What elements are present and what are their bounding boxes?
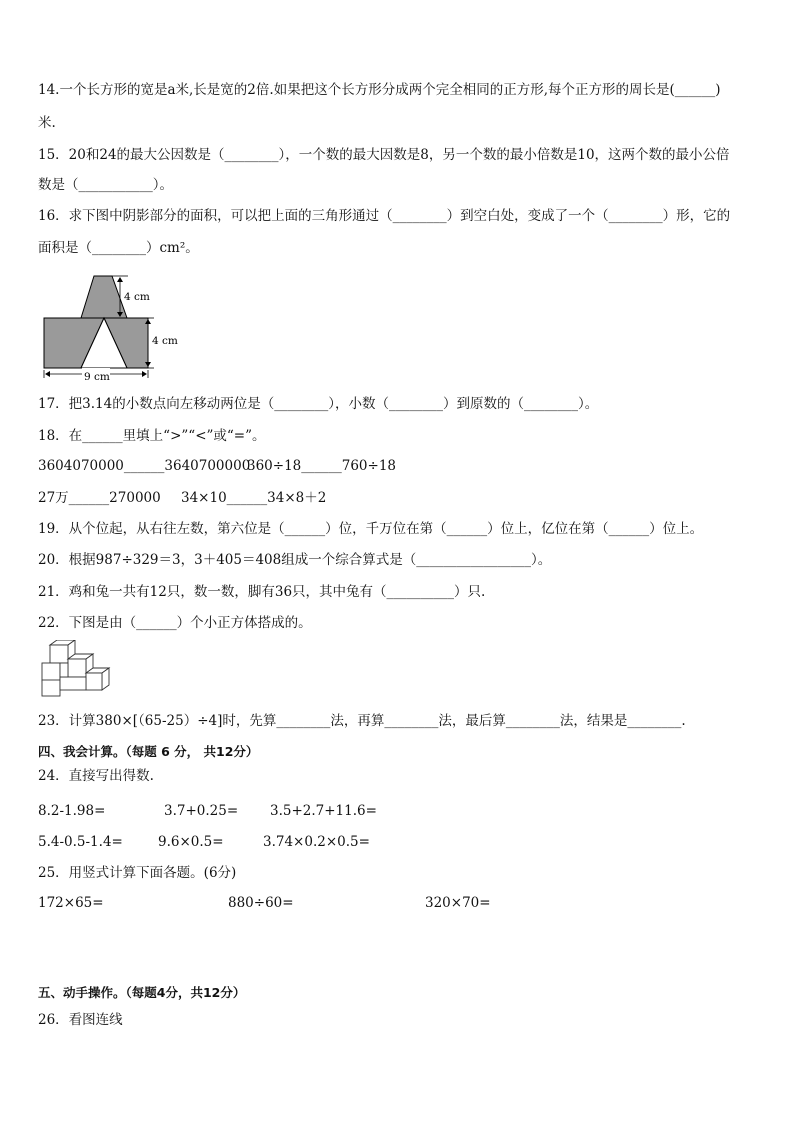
question-22: 22．下图是由（______）个小正方体搭成的。: [38, 615, 312, 631]
section-4-title: 四、我会计算。（每题 6 分， 共12分）: [38, 744, 259, 759]
question-21: 21．鸡和兔一共有12只，数一数，脚有36只，其中兔有（__________）只.: [38, 584, 486, 600]
calc-3: 3.5+2.7+11.6=: [270, 803, 377, 819]
question-15-line-1: 15．20和24的最大公因数是（________），一个数的最大因数是8，另一个数的最小倍数是10，这两个数的最小公倍: [38, 147, 730, 163]
vertical-calc-2: 880÷60=: [228, 895, 294, 911]
question-24: 24．直接写出得数.: [38, 768, 154, 784]
question-26: 26．看图连线: [38, 1012, 123, 1028]
question-25: 25．用竖式计算下面各题。(6分): [38, 865, 237, 881]
question-23: 23．计算380×[（65-25）÷4]时，先算________法，再算________法，最后算________法，结果是________.: [38, 713, 686, 729]
question-20: 20．根据987÷329＝3，3＋405＝408组成一个综合算式是（_________________）。: [38, 552, 552, 568]
label-bottom-width: 9 cm: [84, 371, 110, 383]
compare-2: 360÷18______760÷18: [247, 458, 397, 474]
question-17: 17．把3.14的小数点向左移动两位是（________），小数（________）到原数的（________）。: [38, 396, 599, 412]
label-right-height: 4 cm: [152, 335, 178, 347]
question-14-line-2: 米.: [38, 115, 56, 131]
vertical-calc-1: 172×65=: [38, 895, 104, 911]
question-14-line-1: 14.一个长方形的宽是a米,长是宽的2倍.如果把这个长方形分成两个完全相同的正方形,每个正方形的周长是(______): [38, 82, 721, 98]
question-16-line-2: 面积是（________）cm²。: [38, 240, 199, 256]
compare-1: 3604070000______3640700000: [38, 458, 251, 474]
question-16-line-1: 16．求下图中阴影部分的面积，可以把上面的三角形通过（________）到空白处，变成了一个（________）形，它的: [38, 208, 731, 224]
calc-5: 9.6×0.5=: [158, 834, 224, 850]
question-19: 19．从个位起，从右往左数，第六位是（______）位，千万位在第（______）位上，亿位在第（______）位上。: [38, 521, 704, 537]
question-18-line-1: 18．在______里填上“>”“<”或“=”。: [38, 428, 266, 444]
calc-4: 5.4-0.5-1.4=: [38, 834, 123, 850]
calc-1: 8.2-1.98=: [38, 803, 106, 819]
question-15-line-2: 数是（___________）。: [38, 177, 173, 193]
question-16-figure: [36, 268, 196, 384]
compare-4: 34×10______34×8＋2: [181, 490, 327, 506]
vertical-calc-3: 320×70=: [425, 895, 491, 911]
section-5-title: 五、动手操作。（每题4分，共12分）: [38, 985, 246, 1000]
calc-6: 3.74×0.2×0.5=: [263, 834, 370, 850]
question-22-cube-figure: [38, 640, 112, 698]
calc-2: 3.7+0.25=: [164, 803, 239, 819]
label-top-height: 4 cm: [124, 291, 150, 303]
compare-3: 27万______270000: [38, 490, 161, 506]
